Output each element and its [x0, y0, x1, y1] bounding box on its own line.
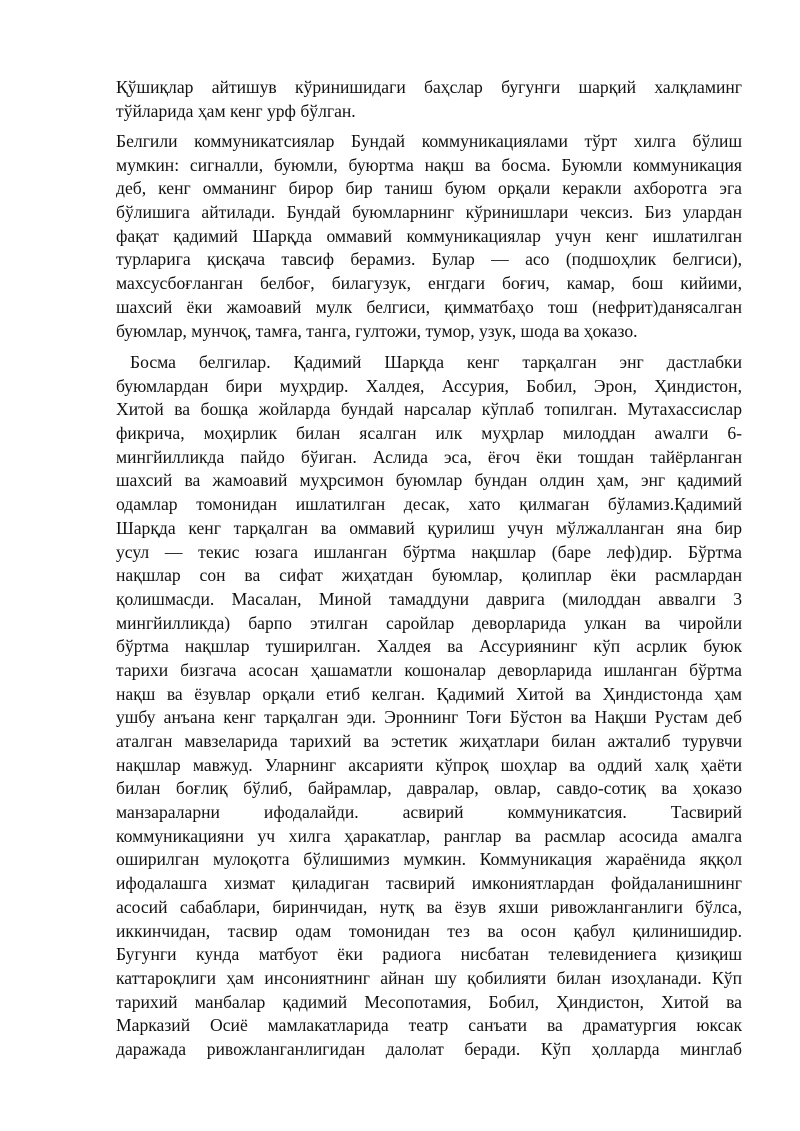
text-line: фикрича, моҳирлик билан ясалган илк муҳрлар милоддан аwалги 6- — [116, 423, 742, 444]
text-line: Босма белгилар. Қадимий Шарқда кенг тарқалган энг дастлабки — [130, 352, 742, 372]
text-line: тарихий манбалар қадимий Месопотамия, Бобил, Ҳиндистон, Хитой ва — [116, 991, 742, 1012]
text-line: усул — текис юзага ишланган бўртма нақшлар (баре леф)дир. Бўртма — [116, 541, 742, 562]
text-line: Шарқда кенг тарқалган ва оммавий қурилиш учун мўлжалланган яна бир — [116, 517, 742, 538]
text-line: қолишмасди. Масалан, Миной тамаддуни даврига (милоддан аввалги 3 — [116, 588, 742, 609]
text-line: одамлар томонидан ишлатилган десак, хато қилмаган бўламиз.Қадимий — [116, 494, 742, 515]
text-line: даражада ривожланганлигидан далолат беради. Кўп ҳолларда минглаб — [116, 1038, 742, 1059]
text-line: билан боғлиқ бўлиб, байрамлар, давралар, овлар, савдо-сотиқ ва ҳоказо — [116, 778, 742, 799]
text-line: оширилган мулоқотга бўлишимиз мумкин. Коммуникация жараёнида яққол — [116, 849, 742, 870]
text-line: бўртма нақшлар туширилган. Халдея ва Ассуриянинг кўп асрлик буюк — [116, 636, 742, 657]
text-line: буюмлардан бири муҳрдир. Халдея, Ассурия, Бобил, Эрон, Ҳиндистон, — [116, 375, 742, 396]
text-line: бўлишига айтилади. Бундай буюмларнинг кўринишлари чексиз. Биз улардан — [116, 202, 742, 223]
text-line: Қўшиқлар айтишув кўринишидаги баҳслар бугунги шарқий халқламинг — [116, 77, 742, 97]
text-line: деб, кенг омманинг бирор бир таниш буюм орқали керакли ахборотга эга — [116, 178, 742, 199]
text-line: тўйларида ҳам кенг урф бўлган. — [116, 100, 356, 121]
text-line: шахсий ва жамоавий муҳрсимон буюмлар бундан олдин ҳам, энг қадимий — [116, 470, 742, 491]
text-line: турларига қисқача тавсиф берамиз. Булар — асо (подшоҳлик белгиси), — [116, 249, 742, 270]
text-line: Белгили коммуникатсиялар Бундай коммуникациялами тўрт хилга бўлиш — [116, 131, 742, 151]
text-line: асосий сабаблари, биринчидан, нутқ ва ёзув яхши ривожланганлиги бўлса, — [116, 896, 742, 917]
text-line: коммуникацияни уч хилга ҳаракатлар, ранглар ва расмлар асосида амалга — [116, 825, 742, 846]
text-line: иккинчидан, тасвир одам томонидан тез ва осон қабул қилинишидир. — [116, 920, 742, 941]
text-line: мингйилликда пайдо бўиган. Аслида эса, ёғоч ёки тошдан тайёрланган — [116, 446, 742, 467]
text-line: мингйилликда) барпо этилган саройлар деворларида улкан ва чиройли — [116, 612, 742, 633]
text-line: Хитой ва бошқа жойларда бундай нарсалар кўплаб топилган. Мутахассислар — [116, 399, 742, 420]
text-line: нақшлар мавжуд. Уларнинг аксарияти кўпроқ шоҳлар ва оддий халқ ҳаёти — [116, 754, 742, 775]
text-line: нақш ва ёзувлар орқали етиб келган. Қадимий Хитой ва Ҳиндистонда ҳам — [116, 683, 742, 704]
text-line: Бугунги кунда матбуот ёки радиога нисбатан телевидениега қизиқиш — [116, 944, 742, 965]
text-line: ифодалашга хизмат қиладиган тасвирий имкониятлардан фойдаланишнинг — [116, 873, 742, 894]
text-line: тарихи бизгача асосан ҳашаматли кошоналар деворларида ишланган бўртма — [116, 659, 742, 680]
text-line: каттароқлиги ҳам инсониятнинг айнан шу қобилияти билан изоҳланади. Кўп — [116, 967, 742, 988]
text-line: ушбу анъана кенг тарқалган эди. Эроннинг Тоғи Бўстон ва Нақши Рустам деб — [116, 707, 742, 728]
text-line: нақшлар сон ва сифат жиҳатдан буюмлар, қолиплар ёки расмлардан — [116, 565, 742, 586]
text-line: мумкин: сигналли, буюмли, буюртма нақш ва босма. Буюмли коммуникация — [116, 154, 742, 175]
paragraph-2 — [116, 130, 742, 343]
text-line: шахсий ёки жамоавий мулк белгиси, қимматбаҳо тош (нефрит)данясалган — [116, 296, 742, 317]
text-line: аталган мавзеларида тарихий ва эстетик жиҳатлари билан ажталиб турувчи — [116, 731, 742, 751]
text-line: Марказий Осиё мамлакатларида театр санъати ва драматургия юксак — [116, 1015, 742, 1036]
paragraph-3 — [116, 351, 742, 1062]
text-line: буюмлар, мунчоқ, тамға, танга, гултожи, тумор, узук, шода ва ҳоказо. — [116, 320, 638, 341]
text-line: манзараларни ифодалайди. асвирий коммуникатсия. Тасвирий — [116, 802, 742, 823]
paragraph-1 — [116, 76, 742, 123]
text-line: махсусбоғланган белбоғ, билагузук, енгдаги боғич, камар, бош кийими, — [116, 273, 742, 294]
text-line: фақат қадимий Шарқда оммавий коммуникациялар учун кенг ишлатилган — [116, 225, 742, 246]
